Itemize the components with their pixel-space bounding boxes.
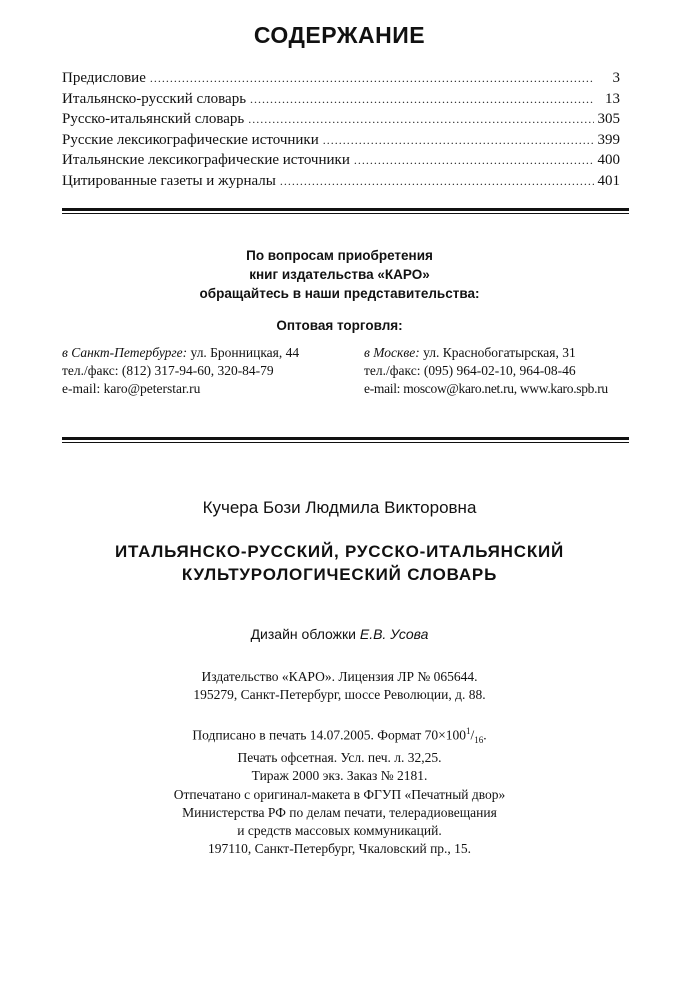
toc-entry[interactable] bbox=[62, 91, 620, 112]
format-sub: 16 bbox=[474, 735, 484, 746]
toc-entry-label: Русско-итальянский словарь bbox=[62, 111, 245, 127]
format-sup: 1 bbox=[465, 726, 471, 736]
design-label: Дизайн обложки bbox=[250, 626, 356, 642]
book-title-line: ИТАЛЬЯНСКО-РУССКИЙ, РУССКО-ИТАЛЬЯНСКИЙ bbox=[114, 542, 565, 561]
book-title bbox=[0, 540, 679, 586]
publisher-info bbox=[0, 668, 679, 704]
toc-entry-label: Русские лексикографические источники bbox=[62, 131, 319, 148]
contacts-spb bbox=[62, 344, 352, 398]
print-details bbox=[0, 722, 679, 785]
toc-entry-page: 3 bbox=[612, 70, 620, 86]
format-slash: / bbox=[470, 727, 475, 743]
contacts-moscow bbox=[364, 344, 634, 398]
toc-entry-label: Итальянско-русский словарь bbox=[62, 90, 247, 107]
toc-entry-label: Итальянские лексикографические источники bbox=[62, 152, 350, 168]
divider-rule bbox=[62, 437, 629, 443]
toc-entry[interactable] bbox=[62, 173, 620, 194]
publisher-line: Издательство «КАРО». Лицензия ЛР № 065644. bbox=[201, 669, 478, 684]
msk-address-line bbox=[364, 344, 634, 362]
toc-leader-dots bbox=[250, 92, 594, 107]
toc-leader-dots bbox=[150, 71, 594, 86]
toc-leader-dots bbox=[323, 133, 594, 148]
toc-entry[interactable] bbox=[62, 111, 620, 132]
spb-city: в Санкт-Петербурге: bbox=[62, 345, 188, 360]
table-of-contents bbox=[62, 70, 620, 193]
printed-line: 197110, Санкт-Петербург, Чкаловский пр., 15. bbox=[207, 841, 472, 856]
wholesale-heading: Оптовая торговля: bbox=[276, 318, 403, 333]
print-type: Печать офсетная. Усл. печ. л. 32,25. bbox=[237, 750, 442, 766]
msk-city: в Москве: bbox=[364, 345, 420, 360]
toc-entry-label: Цитированные газеты и журналы bbox=[62, 172, 276, 189]
signed-line bbox=[0, 722, 679, 749]
divider-rule bbox=[62, 208, 629, 214]
toc-entry-page: 13 bbox=[605, 90, 620, 107]
spb-email[interactable]: e-mail: karo@peterstar.ru bbox=[62, 381, 201, 396]
toc-entry[interactable] bbox=[62, 152, 620, 173]
msk-address: ул. Краснобогатырская, 31 bbox=[423, 345, 576, 360]
purchase-line: обращайтесь в наши представительства: bbox=[199, 286, 480, 301]
toc-entry-label: Предисловие bbox=[62, 70, 146, 86]
spb-address: ул. Бронницкая, 44 bbox=[190, 345, 300, 360]
toc-entry-page: 305 bbox=[597, 111, 620, 127]
print-run: Тираж 2000 экз. Заказ № 2181. bbox=[251, 768, 428, 784]
printing-house-info bbox=[0, 786, 679, 858]
purchase-info bbox=[0, 246, 679, 303]
toc-leader-dots bbox=[280, 174, 594, 189]
toc-leader-dots bbox=[248, 112, 593, 127]
spb-phone: тел./факс: (812) 317-94-60, 320-84-79 bbox=[62, 363, 274, 378]
signed-text: Подписано в печать 14.07.2005. Формат 70×100 bbox=[192, 727, 466, 743]
purchase-line: книг издательства «КАРО» bbox=[249, 267, 430, 282]
book-title-line: КУЛЬТУРОЛОГИЧЕСКИЙ СЛОВАРЬ bbox=[181, 565, 498, 584]
toc-entry-page: 401 bbox=[597, 172, 620, 189]
spb-address-line bbox=[62, 344, 352, 362]
printed-line: Министерства РФ по делам печати, телерадиовещания bbox=[182, 805, 497, 820]
designer-name: Е.В. Усова bbox=[359, 626, 429, 642]
toc-leader-dots bbox=[354, 153, 594, 168]
toc-title: СОДЕРЖАНИЕ bbox=[253, 22, 426, 48]
printed-line: и средств массовых коммуникаций. bbox=[237, 823, 442, 838]
toc-entry-page: 399 bbox=[597, 131, 620, 148]
toc-entry[interactable] bbox=[62, 132, 620, 153]
toc-entry-page: 400 bbox=[597, 152, 620, 168]
cover-design-credit bbox=[0, 626, 679, 642]
msk-email[interactable]: e-mail: moscow@karo.net.ru, www.karo.spb.ru bbox=[364, 381, 608, 396]
msk-phone: тел./факс: (095) 964-02-10, 964-08-46 bbox=[364, 363, 576, 378]
printed-line: Отпечатано с оригинал-макета в ФГУП «Печатный двор» bbox=[173, 787, 506, 802]
book-author: Кучера Бози Людмила Викторовна bbox=[202, 498, 477, 517]
signed-suffix: . bbox=[483, 727, 487, 743]
toc-entry[interactable] bbox=[62, 70, 620, 91]
purchase-line: По вопросам приобретения bbox=[246, 248, 433, 263]
publisher-line: 195279, Санкт-Петербург, шоссе Революции, д. 88. bbox=[193, 687, 486, 702]
